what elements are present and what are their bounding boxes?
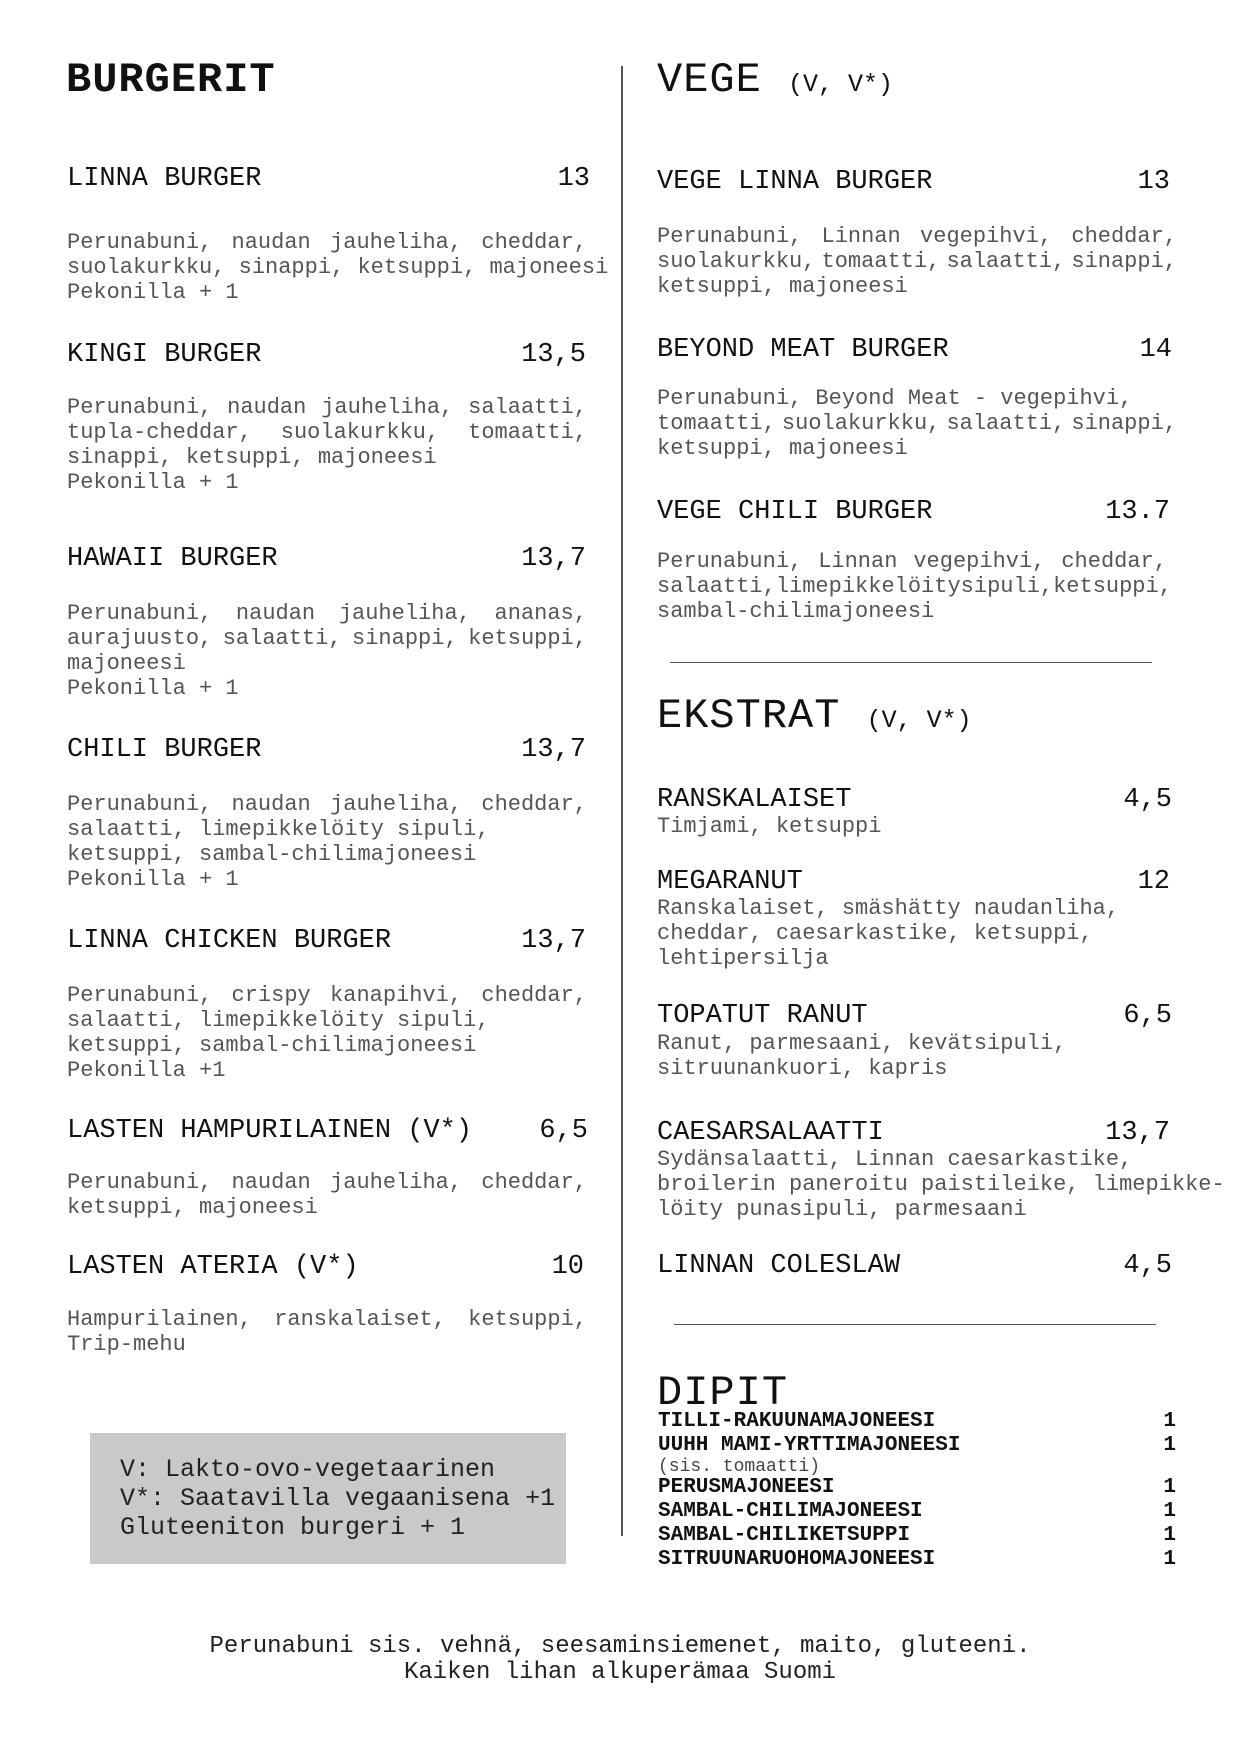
item-title: LASTEN ATERIA (V*) (67, 1252, 359, 1282)
dip-list (658, 1410, 1176, 1572)
footer-line: Kaiken lihan alkuperämaa Suomi (403, 1659, 837, 1686)
item-title: VEGE CHILI BURGER (657, 497, 933, 527)
item-title: LINNA BURGER (67, 164, 262, 194)
item-title: LINNAN COLESLAW (657, 1251, 901, 1281)
item-title: LINNA CHICKEN BURGER (67, 926, 392, 956)
dip-row: SAMBAL-CHILIKETSUPPI 1 (658, 1524, 1176, 1547)
item-title: TOPATUT RANUT (657, 1001, 868, 1031)
dip-row: PERUSMAJONEESI 1 (658, 1476, 1176, 1499)
item-title: CAESARSALAATTI (657, 1118, 884, 1148)
item-description: Ranskalaiset, smäshätty naudanliha, cheddar, caesarkastike, ketsuppi, lehtipersilja (657, 896, 1120, 971)
item-price: 4,5 (1123, 1251, 1172, 1281)
item-description: Perunabuni, naudan jauheliha, cheddar, suolakurkku, sinappi, ketsuppi, majoneesi Pekonilla + 1 (67, 230, 609, 305)
dip-row: UUHH MAMI-YRTTIMAJONEESI 1 (658, 1434, 1176, 1457)
legend-line: V: Lakto-ovo-vegetaarinen (120, 1455, 496, 1484)
legend-line: V*: Saatavilla vegaanisena +1 (120, 1484, 556, 1513)
vege-diet-tag: (V, V*) (788, 70, 894, 99)
item-price: 13 (1137, 167, 1170, 197)
item-title: KINGI BURGER (67, 340, 262, 370)
item-price: 13,5 (521, 340, 586, 370)
item-title: HAWAII BURGER (67, 544, 278, 574)
item-price: 14 (1139, 335, 1172, 365)
item-description: Perunabuni, naudan jauheliha, cheddar, ketsuppi, majoneesi (67, 1170, 587, 1220)
item-price: 12 (1137, 867, 1170, 897)
item-price: 13 (557, 164, 590, 194)
item-price: 10 (551, 1252, 584, 1282)
item-price: 13,7 (521, 735, 586, 765)
footer-line: Perunabuni sis. vehnä, seesaminsiemenet, maito, gluteeni. (209, 1633, 1031, 1660)
item-description: Perunabuni, naudan jauheliha, ananas, aurajuusto, salaatti, sinappi, ketsuppi, majoneesi Pekonilla + 1 (67, 601, 587, 701)
vege-heading: VEGE (V, V*) (657, 56, 894, 104)
diet-legend-box (90, 1433, 566, 1564)
item-price: 13,7 (1105, 1118, 1170, 1148)
item-description: Perunabuni, naudan jauheliha, salaatti, tupla-cheddar, suolakurkku, tomaatti, sinappi, ketsuppi, majoneesi Pekonilla + 1 (67, 395, 587, 495)
item-description: Perunabuni, Beyond Meat - vegepihvi, tomaatti, suolakurkku, salaatti, sinappi, ketsuppi, majoneesi (657, 386, 1177, 461)
item-price: 13,7 (521, 926, 586, 956)
item-price: 6,5 (1123, 1001, 1172, 1031)
item-description: Perunabuni, naudan jauheliha, cheddar, salaatti, limepikkelöity sipuli, ketsuppi, sambal-chilimajoneesi Pekonilla + 1 (67, 792, 587, 892)
item-description: Hampurilainen, ranskalaiset, ketsuppi, Trip-mehu (67, 1307, 587, 1357)
item-price: 6,5 (539, 1116, 588, 1146)
item-description: Perunabuni, Linnan vegepihvi, cheddar, salaatti, limepikkelöity sipuli, ketsuppi, sambal-chilimajoneesi (657, 549, 1172, 624)
item-price: 13,7 (521, 544, 586, 574)
dip-row: SAMBAL-CHILIMAJONEESI 1 (658, 1500, 1176, 1523)
burgerit-heading: BURGERIT (66, 56, 276, 104)
dip-row: SITRUUNARUOHOMAJONEESI 1 (658, 1548, 1176, 1571)
item-title: VEGE LINNA BURGER (657, 167, 933, 197)
item-description: Timjami, ketsuppi (657, 814, 882, 839)
item-title: LASTEN HAMPURILAINEN (V*) (67, 1116, 473, 1146)
dipit-heading: DIPIT (657, 1369, 789, 1417)
item-description: Perunabuni, Linnan vegepihvi, cheddar, suolakurkku, tomaatti, salaatti, sinappi, ketsuppi, majoneesi (657, 224, 1177, 299)
item-description: Sydänsalaatti, Linnan caesarkastike, broilerin paneroitu paistileike, limepikke- löity punasipuli, parmesaani (657, 1147, 1225, 1222)
legend-line: Gluteeniton burgeri + 1 (120, 1513, 466, 1542)
item-price: 4,5 (1123, 785, 1172, 815)
dip-note: (sis. tomaatti) (658, 1457, 821, 1477)
item-title: MEGARANUT (657, 867, 803, 897)
item-title: CHILI BURGER (67, 735, 262, 765)
ekstrat-heading: EKSTRAT (V, V*) (657, 692, 972, 740)
section-divider (674, 1324, 1156, 1325)
item-description: Perunabuni, crispy kanapihvi, cheddar, salaatti, limepikkelöity sipuli, ketsuppi, sambal-chilimajoneesi Pekonilla +1 (67, 983, 587, 1083)
item-title: BEYOND MEAT BURGER (657, 335, 949, 365)
allergen-footer (0, 1634, 1240, 1686)
item-description: Ranut, parmesaani, kevätsipuli, sitruunankuori, kapris (657, 1031, 1067, 1081)
ekstrat-diet-tag: (V, V*) (866, 706, 972, 735)
item-title: RANSKALAISET (657, 785, 852, 815)
section-divider (670, 662, 1152, 663)
item-price: 13.7 (1105, 497, 1170, 527)
column-divider (621, 66, 623, 1536)
dip-row: TILLI-RAKUUNAMAJONEESI 1 (658, 1410, 1176, 1433)
